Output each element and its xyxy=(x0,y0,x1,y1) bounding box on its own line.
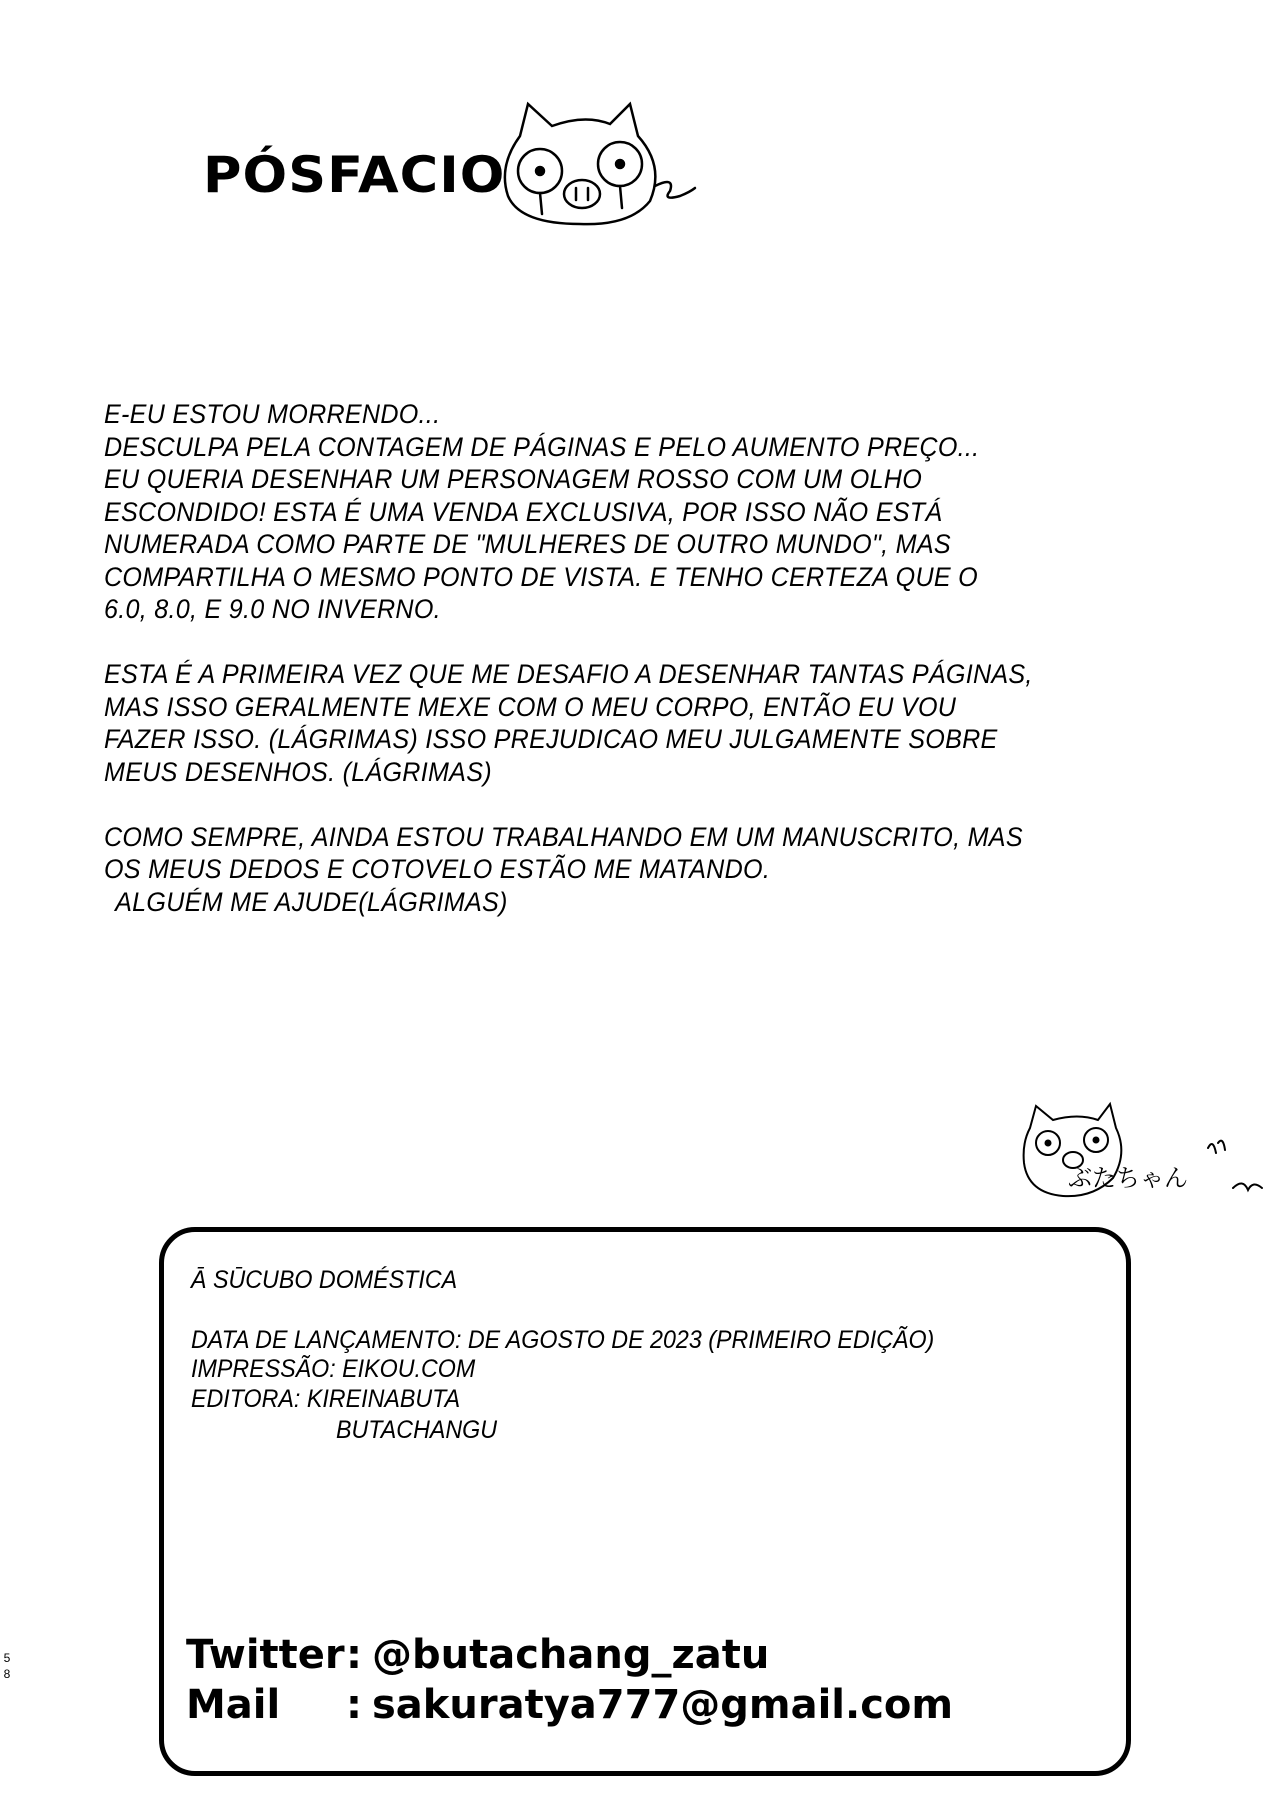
printing: IMPRESSÃO: EIKOU.COM xyxy=(191,1355,476,1383)
text-line: E-EU ESTOU MORRENDO... xyxy=(104,399,441,429)
twitter-handle: @butachang_zatu xyxy=(372,1632,770,1678)
text-line: MEUS DESENHOS. (LÁGRIMAS) xyxy=(104,756,492,787)
page-title: PÓSFACIO xyxy=(203,146,506,204)
mail-address: sakuratya777@gmail.com xyxy=(372,1682,954,1728)
twitter-contact xyxy=(186,1632,769,1678)
text-line: EU QUERIA DESENHAR UM PERSONAGEM ROSSO COM UM OLHO xyxy=(104,464,923,494)
page-number-digit: 5 xyxy=(3,1651,11,1665)
text-line: 6.0, 8.0, E 9.0 NO INVERNO. xyxy=(104,594,441,624)
paragraph-2 xyxy=(104,658,1264,788)
page-number xyxy=(2,1650,12,1682)
separator: : xyxy=(346,1682,362,1728)
page-number-digit: 8 xyxy=(3,1667,11,1681)
text-line: COMPARTILHA O MESMO PONTO DE VISTA. E TENHO CERTEZA QUE O xyxy=(104,561,978,592)
signature-pig-icon xyxy=(1018,1098,1263,1213)
publisher: EDITORA: KIREINABUTA xyxy=(191,1385,461,1413)
text-line: ESTA É A PRIMEIRA VEZ QUE ME DESAFIO A DESENHAR TANTAS PÁGINAS, xyxy=(104,659,1033,689)
book-title: Ā SŪCUBO DOMÉSTICA xyxy=(191,1266,458,1294)
text-line: ALGUÉM ME AJUDE(LÁGRIMAS) xyxy=(115,886,508,917)
text-line: ESCONDIDO! ESTA É UMA VENDA EXCLUSIVA, POR ISSO NÃO ESTÁ xyxy=(104,496,943,527)
separator: : xyxy=(346,1632,362,1678)
pig-face-icon xyxy=(490,96,700,230)
author: BUTACHANGU xyxy=(336,1416,498,1444)
text-line: COMO SEMPRE, AINDA ESTOU TRABALHANDO EM UM MANUSCRITO, MAS xyxy=(104,821,1023,852)
signature-text: ぶたちゃん xyxy=(1068,1164,1188,1192)
afterword-body xyxy=(104,398,1264,918)
paragraph-3 xyxy=(104,821,1264,919)
text-line: MAS ISSO GERALMENTE MEXE COM O MEU CORPO, ENTÃO EU VOU xyxy=(104,691,957,722)
text-line: OS MEUS DEDOS E COTOVELO ESTÃO ME MATANDO. xyxy=(104,854,771,884)
paragraph-1 xyxy=(104,398,1264,626)
twitter-label: Twitter xyxy=(186,1632,345,1678)
colophon-box xyxy=(159,1227,1131,1776)
mail-label: Mail xyxy=(186,1682,281,1728)
mail-contact xyxy=(186,1682,953,1728)
text-line: DESCULPA PELA CONTAGEM DE PÁGINAS E PELO AUMENTO PREÇO... xyxy=(104,431,980,462)
release-date: DATA DE LANÇAMENTO: DE AGOSTO DE 2023 (PRIMEIRO EDIÇÃO) xyxy=(191,1326,935,1354)
text-line: FAZER ISSO. (LÁGRIMAS) ISSO PREJUDICAO MEU JULGAMENTE SOBRE xyxy=(104,724,998,754)
text-line: NUMERADA COMO PARTE DE "MULHERES DE OUTRO MUNDO", MAS xyxy=(104,529,951,559)
